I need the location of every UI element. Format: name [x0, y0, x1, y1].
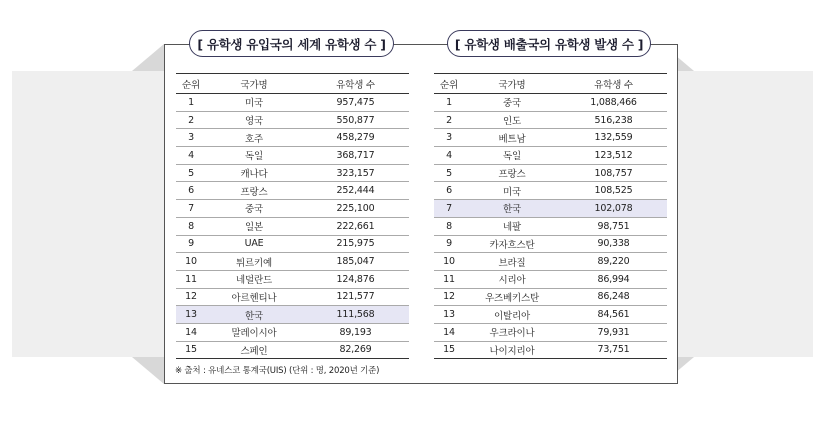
cell-count: 185,047 [336, 256, 375, 268]
cell-rank: 9 [188, 238, 194, 250]
cell-rank: 4 [446, 149, 452, 161]
table-row [176, 342, 409, 360]
table-row [176, 218, 409, 236]
cell-country: 시리아 [498, 275, 526, 287]
table-row [434, 182, 667, 200]
table-row-highlighted-korea [434, 200, 667, 218]
table-row [176, 253, 409, 271]
cell-country: 독일 [503, 151, 521, 163]
cell-count: 252,444 [336, 185, 375, 197]
cell-rank: 14 [443, 326, 455, 338]
cell-country: 미국 [503, 186, 521, 198]
cell-rank: 2 [188, 114, 194, 126]
cell-rank: 10 [443, 256, 455, 268]
cell-rank: 12 [185, 291, 197, 303]
cell-rank: 5 [446, 167, 452, 179]
cell-rank: 2 [446, 114, 452, 126]
cell-count: 73,751 [597, 344, 630, 356]
cell-rank: 11 [185, 273, 197, 285]
cell-country: 영국 [245, 116, 263, 128]
cell-country: UAE [244, 238, 264, 250]
table-row [176, 165, 409, 183]
table-row [434, 94, 667, 112]
table-row [434, 289, 667, 307]
table-row [434, 129, 667, 147]
cell-rank: 13 [443, 309, 455, 321]
cell-count: 124,876 [336, 273, 375, 285]
cell-rank: 6 [446, 185, 452, 197]
cell-country: 네덜란드 [236, 275, 272, 287]
table-row [434, 147, 667, 165]
cell-count: 79,931 [597, 326, 630, 338]
cell-country: 네팔 [503, 222, 521, 234]
cell-count: 323,157 [336, 167, 375, 179]
cell-country: 우즈베키스탄 [485, 292, 539, 304]
table-row [434, 253, 667, 271]
table-header [176, 73, 409, 94]
cell-rank: 7 [446, 202, 452, 214]
cell-count: 84,561 [597, 309, 630, 321]
cell-rank: 12 [443, 291, 455, 303]
cell-rank: 15 [443, 344, 455, 356]
right-table-title: [ 유학생 배출국의 유학생 발생 수 ] [447, 30, 651, 57]
cell-country: 일본 [245, 222, 263, 234]
cell-rank: 11 [443, 273, 455, 285]
cell-count: 225,100 [336, 202, 375, 214]
cell-country: 베트남 [498, 133, 526, 145]
table-row [176, 324, 409, 342]
header-country: 국가명 [240, 79, 268, 91]
table-row [176, 129, 409, 147]
cell-rank: 3 [188, 132, 194, 144]
cell-count: 215,975 [336, 238, 375, 250]
cell-count: 1,088,466 [590, 96, 637, 108]
cell-rank: 1 [188, 96, 194, 108]
table-row [176, 147, 409, 165]
table-row [434, 236, 667, 254]
table-row [176, 236, 409, 254]
table-row [434, 112, 667, 130]
cell-country: 미국 [245, 98, 263, 110]
cell-rank: 9 [446, 238, 452, 250]
header-rank: 순위 [182, 79, 200, 91]
cell-country: 중국 [503, 98, 521, 110]
cell-country: 튀르키예 [236, 257, 272, 269]
header-country: 국가명 [498, 79, 526, 91]
cell-country: 우크라이나 [489, 328, 535, 340]
cell-country: 호주 [245, 133, 263, 145]
table-row-highlighted-korea [176, 306, 409, 324]
cell-count: 108,757 [594, 167, 633, 179]
cell-count: 108,525 [594, 185, 633, 197]
table-row [176, 200, 409, 218]
cell-count: 86,248 [597, 291, 630, 303]
table-row [176, 289, 409, 307]
cell-count: 368,717 [336, 149, 375, 161]
cell-rank: 15 [185, 344, 197, 356]
cell-count: 550,877 [336, 114, 375, 126]
cell-country: 이탈리아 [494, 310, 530, 322]
cell-country: 독일 [245, 151, 263, 163]
cell-count: 132,559 [594, 132, 633, 144]
header-rank: 순위 [440, 79, 458, 91]
cell-count: 89,220 [597, 256, 630, 268]
inbound-students-table [176, 73, 409, 359]
corner-triangle-bottom-left [132, 357, 164, 384]
cell-rank: 3 [446, 132, 452, 144]
cell-rank: 8 [188, 220, 194, 232]
cell-count: 458,279 [336, 132, 375, 144]
cell-rank: 8 [446, 220, 452, 232]
table-row [434, 165, 667, 183]
cell-count: 90,338 [597, 238, 630, 250]
left-table-title: [ 유학생 유입국의 세계 유학생 수 ] [189, 30, 394, 57]
cell-count: 957,475 [336, 96, 375, 108]
cell-country: 나이지리아 [489, 345, 535, 357]
cell-country: 아르헨티나 [231, 292, 277, 304]
header-count: 유학생 수 [594, 79, 633, 91]
source-note: ※ 출처 : 유네스코 통계국(UIS) (단위 : 명, 2020년 기준) [175, 366, 380, 376]
cell-count: 86,994 [597, 273, 630, 285]
header-count: 유학생 수 [336, 79, 375, 91]
cell-country: 브라질 [498, 257, 526, 269]
cell-rank: 13 [185, 309, 197, 321]
table-row [176, 112, 409, 130]
outbound-students-table [434, 73, 667, 359]
cell-rank: 14 [185, 326, 197, 338]
cell-country: 말레이시아 [231, 328, 277, 340]
cell-count: 98,751 [597, 220, 630, 232]
cell-country: 중국 [245, 204, 263, 216]
corner-triangle-top-left [132, 44, 164, 71]
cell-country: 프랑스 [240, 186, 268, 198]
table-row [176, 182, 409, 200]
cell-count: 102,078 [594, 202, 633, 214]
cell-country: 카자흐스탄 [489, 239, 535, 251]
cell-country: 프랑스 [498, 169, 526, 181]
cell-count: 222,661 [336, 220, 375, 232]
table-row [434, 271, 667, 289]
cell-rank: 1 [446, 96, 452, 108]
cell-rank: 5 [188, 167, 194, 179]
table-row [176, 94, 409, 112]
cell-count: 121,577 [336, 291, 375, 303]
cell-rank: 7 [188, 202, 194, 214]
cell-country: 인도 [503, 116, 521, 128]
cell-count: 82,269 [339, 344, 372, 356]
cell-count: 123,512 [594, 149, 633, 161]
cell-count: 111,568 [336, 309, 375, 321]
table-row [434, 324, 667, 342]
table-header [434, 73, 667, 94]
cell-country: 캐나다 [240, 169, 268, 181]
table-row [176, 271, 409, 289]
cell-rank: 10 [185, 256, 197, 268]
cell-country: 스페인 [240, 345, 268, 357]
cell-country: 한국 [245, 310, 263, 322]
table-row [434, 342, 667, 360]
cell-count: 89,193 [339, 326, 372, 338]
table-row [434, 218, 667, 236]
cell-rank: 6 [188, 185, 194, 197]
table-row [434, 306, 667, 324]
cell-country: 한국 [503, 204, 521, 216]
cell-count: 516,238 [594, 114, 633, 126]
cell-rank: 4 [188, 149, 194, 161]
